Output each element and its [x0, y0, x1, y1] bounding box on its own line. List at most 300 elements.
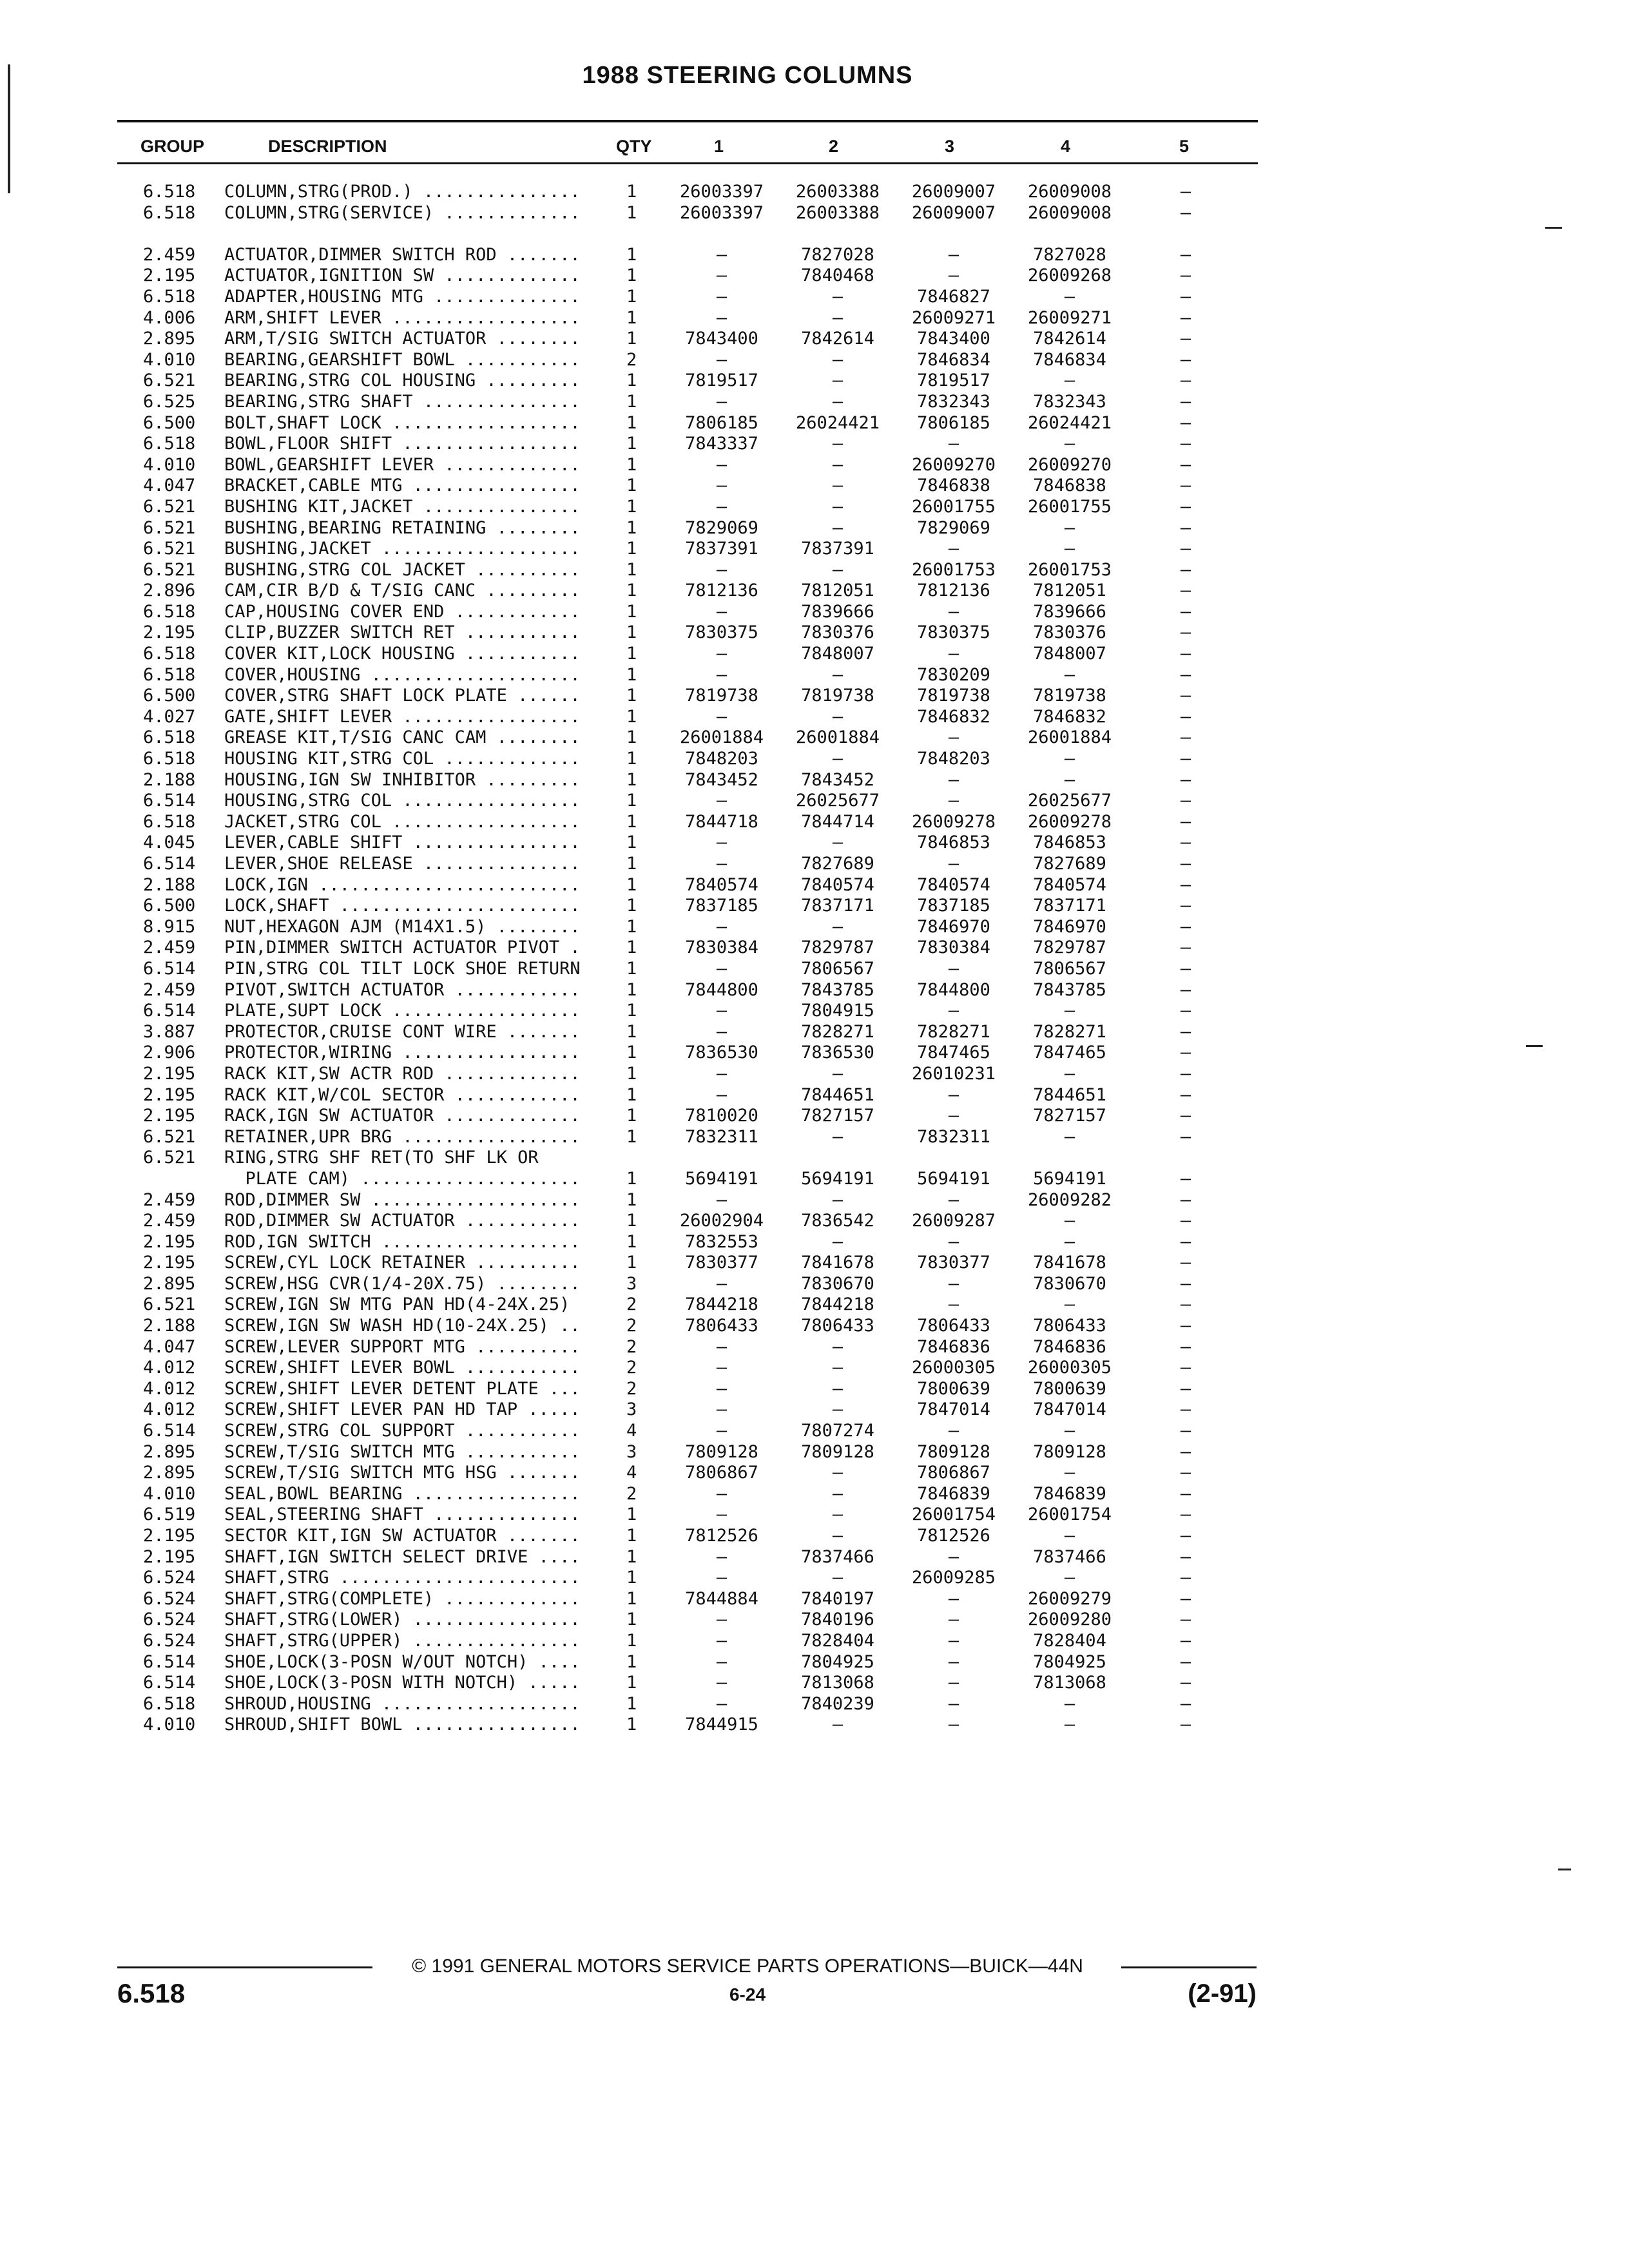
- part-number-col-5: —: [1180, 1231, 1191, 1252]
- part-number-col-2: 7830670: [801, 1273, 874, 1294]
- group-number: 6.514: [143, 854, 196, 874]
- part-number-col-2: 7841678: [801, 1253, 874, 1273]
- part-number-col-1: 7844718: [685, 811, 758, 832]
- part-qty: 1: [626, 896, 637, 916]
- part-number-col-3: 7806433: [917, 1316, 990, 1336]
- part-number-col-5: —: [1180, 454, 1191, 475]
- part-number-col-5: —: [1180, 811, 1191, 832]
- group-number: 6.521: [143, 559, 196, 580]
- part-number-col-1: 7844884: [685, 1588, 758, 1609]
- part-qty: 2: [626, 1336, 637, 1357]
- part-description: SHAFT,STRG(COMPLETE) .............: [224, 1588, 581, 1609]
- table-row: [0, 1463, 1629, 1484]
- part-number-col-4: 7846836: [1033, 1336, 1106, 1357]
- part-number-col-1: —: [716, 1610, 728, 1630]
- group-number: 2.895: [143, 1441, 196, 1462]
- part-qty: 1: [626, 1043, 637, 1063]
- part-description: BRACKET,CABLE MTG ................: [224, 476, 581, 496]
- part-number-col-4: 7806567: [1033, 958, 1106, 979]
- part-number-col-1: —: [716, 1189, 728, 1210]
- part-number-col-4: —: [1064, 1715, 1075, 1735]
- group-number: 6.514: [143, 791, 196, 811]
- part-description: PIVOT,SWITCH ACTUATOR ............: [224, 979, 581, 1000]
- part-number-col-1: —: [716, 307, 728, 328]
- parts-table: [0, 182, 1629, 1736]
- footer-page-number: 6-24: [729, 1984, 766, 2004]
- part-qty: 1: [626, 202, 637, 223]
- part-number-col-5: —: [1180, 307, 1191, 328]
- part-number-col-1: 26003397: [679, 182, 764, 202]
- part-qty: 1: [626, 1630, 637, 1651]
- part-number-col-1: 26001884: [679, 727, 764, 748]
- part-number-col-4: —: [1064, 1421, 1075, 1441]
- part-number-col-1: —: [716, 559, 728, 580]
- part-number-col-2: 7807274: [801, 1421, 874, 1441]
- part-number-col-4: —: [1064, 539, 1075, 559]
- table-row: [0, 1442, 1629, 1463]
- table-row: [0, 1610, 1629, 1631]
- part-number-col-4: 7827157: [1033, 1106, 1106, 1126]
- part-number-col-4: 26001753: [1027, 559, 1112, 580]
- part-number-col-4: 7828271: [1033, 1021, 1106, 1042]
- table-row: [0, 1316, 1629, 1337]
- part-number-col-4: 26001754: [1027, 1504, 1112, 1525]
- part-qty: 1: [626, 1504, 637, 1525]
- part-number-col-1: —: [716, 1336, 728, 1357]
- part-number-col-1: 7806185: [685, 412, 758, 433]
- part-number-col-5: —: [1180, 1168, 1191, 1189]
- part-number-col-2: 7827689: [801, 854, 874, 874]
- part-qty: 1: [626, 979, 637, 1000]
- part-description: SHAFT,STRG(LOWER) ................: [224, 1610, 581, 1630]
- part-qty: 1: [626, 1084, 637, 1105]
- part-description: GREASE KIT,T/SIG CANC CAM ........: [224, 727, 581, 748]
- part-number-col-5: —: [1180, 958, 1191, 979]
- part-number-col-1: 7843337: [685, 434, 758, 454]
- part-number-col-1: —: [716, 1673, 728, 1693]
- group-number: 2.895: [143, 1273, 196, 1294]
- part-number-col-4: 26009008: [1027, 182, 1112, 202]
- part-number-col-2: —: [832, 1399, 843, 1420]
- part-number-col-1: —: [716, 1483, 728, 1504]
- table-row: [0, 1589, 1629, 1610]
- group-number: 8.915: [143, 916, 196, 937]
- table-row: [0, 518, 1629, 539]
- part-number-col-5: —: [1180, 1651, 1191, 1672]
- part-number-col-1: 7809128: [685, 1441, 758, 1462]
- part-number-col-3: —: [948, 644, 959, 664]
- part-number-col-1: —: [716, 265, 728, 286]
- table-row: [0, 1694, 1629, 1715]
- part-qty: 3: [626, 1273, 637, 1294]
- group-number: 6.521: [143, 517, 196, 538]
- group-number: 6.514: [143, 1001, 196, 1021]
- part-number-col-1: —: [716, 832, 728, 853]
- part-number-col-4: 7843785: [1033, 979, 1106, 1000]
- part-number-col-2: 7804925: [801, 1651, 874, 1672]
- part-number-col-1: 7832311: [685, 1126, 758, 1147]
- part-number-col-3: 7846853: [917, 832, 990, 853]
- table-row: [0, 854, 1629, 875]
- part-number-col-3: —: [948, 854, 959, 874]
- part-number-col-3: 7846832: [917, 706, 990, 727]
- part-qty: 2: [626, 1378, 637, 1399]
- part-number-col-1: 7843452: [685, 769, 758, 790]
- group-number: 6.524: [143, 1568, 196, 1588]
- part-number-col-1: —: [716, 496, 728, 517]
- part-description: HOUSING,IGN SW INHIBITOR .........: [224, 769, 581, 790]
- part-number-col-1: —: [716, 1399, 728, 1420]
- part-number-col-5: —: [1180, 1568, 1191, 1588]
- part-qty: 1: [626, 412, 637, 433]
- table-row: [0, 1232, 1629, 1253]
- part-description: ARM,SHIFT LEVER ..................: [224, 307, 581, 328]
- part-number-col-1: —: [716, 1378, 728, 1399]
- part-number-col-4: —: [1064, 1126, 1075, 1147]
- part-number-col-2: 7840239: [801, 1693, 874, 1714]
- part-number-col-5: —: [1180, 1673, 1191, 1693]
- part-description: SHAFT,STRG(UPPER) ................: [224, 1630, 581, 1651]
- part-description: BUSHING,JACKET ...................: [224, 539, 581, 559]
- part-qty: 3: [626, 1441, 637, 1462]
- part-number-col-1: 7840574: [685, 874, 758, 895]
- group-number: 6.518: [143, 664, 196, 685]
- part-number-col-3: —: [948, 791, 959, 811]
- part-number-col-4: 7846832: [1033, 706, 1106, 727]
- part-number-col-1: —: [716, 1001, 728, 1021]
- table-row: [0, 1085, 1629, 1106]
- part-number-col-4: —: [1064, 1463, 1075, 1483]
- part-number-col-1: —: [716, 391, 728, 412]
- part-number-col-5: —: [1180, 1063, 1191, 1084]
- part-number-col-5: —: [1180, 791, 1191, 811]
- group-number: 6.525: [143, 391, 196, 412]
- part-number-col-3: 26000305: [911, 1358, 996, 1378]
- part-number-col-1: 7843400: [685, 329, 758, 349]
- part-number-col-1: 5694191: [685, 1168, 758, 1189]
- part-number-col-3: —: [948, 1273, 959, 1294]
- part-description: ADAPTER,HOUSING MTG ..............: [224, 286, 581, 307]
- part-number-col-4: 26025677: [1027, 791, 1112, 811]
- part-number-col-3: 7837185: [917, 896, 990, 916]
- part-number-col-3: —: [948, 1231, 959, 1252]
- part-number-col-4: 7804925: [1033, 1651, 1106, 1672]
- table-row: [0, 980, 1629, 1001]
- group-number: 2.195: [143, 1106, 196, 1126]
- part-number-col-1: 7837391: [685, 539, 758, 559]
- part-number-col-2: 26003388: [795, 182, 880, 202]
- group-number: 2.459: [143, 979, 196, 1000]
- part-qty: 1: [626, 916, 637, 937]
- part-qty: 1: [626, 1001, 637, 1021]
- part-number-col-2: —: [832, 1378, 843, 1399]
- part-description: PIN,DIMMER SWITCH ACTUATOR PIVOT .: [224, 937, 581, 958]
- part-number-col-5: —: [1180, 1463, 1191, 1483]
- part-number-col-1: 7832553: [685, 1231, 758, 1252]
- part-number-col-2: 7848007: [801, 644, 874, 664]
- table-row: [0, 1043, 1629, 1064]
- part-number-col-1: —: [716, 1021, 728, 1042]
- part-number-col-4: 7819738: [1033, 686, 1106, 706]
- table-row: [0, 1526, 1629, 1547]
- part-number-col-2: 5694191: [801, 1168, 874, 1189]
- part-description: CAM,CIR B/D & T/SIG CANC .........: [224, 581, 581, 601]
- part-description: BUSHING KIT,JACKET ...............: [224, 496, 581, 517]
- part-number-col-3: 7847465: [917, 1043, 990, 1063]
- table-row: [0, 560, 1629, 581]
- part-description: SHOE,LOCK(3-POSN WITH NOTCH) .....: [224, 1673, 581, 1693]
- part-number-col-4: 7846839: [1033, 1483, 1106, 1504]
- table-row: [0, 917, 1629, 938]
- part-number-col-3: 7830375: [917, 622, 990, 643]
- part-number-col-5: —: [1180, 1504, 1191, 1525]
- part-number-col-4: 26000305: [1027, 1358, 1112, 1378]
- part-qty: 1: [626, 265, 637, 286]
- part-number-col-4: —: [1064, 1294, 1075, 1315]
- group-number: 6.500: [143, 412, 196, 433]
- part-number-col-3: 7829069: [917, 517, 990, 538]
- part-number-col-5: —: [1180, 559, 1191, 580]
- part-description: PLATE CAM) .....................: [224, 1168, 581, 1189]
- part-qty: 1: [626, 1568, 637, 1588]
- part-number-col-5: —: [1180, 916, 1191, 937]
- part-number-col-4: 7847465: [1033, 1043, 1106, 1063]
- part-qty: 1: [626, 454, 637, 475]
- part-description: COVER,HOUSING ....................: [224, 664, 581, 685]
- part-number-col-4: 26009270: [1027, 454, 1112, 475]
- group-number: 2.195: [143, 1546, 196, 1567]
- table-row: [0, 959, 1629, 980]
- part-number-col-2: 7843452: [801, 769, 874, 790]
- part-number-col-4: 7847014: [1033, 1399, 1106, 1420]
- part-number-col-4: 7846838: [1033, 476, 1106, 496]
- part-number-col-3: —: [948, 1673, 959, 1693]
- part-number-col-5: —: [1180, 601, 1191, 622]
- table-row: [0, 1715, 1629, 1736]
- part-number-col-2: —: [832, 1463, 843, 1483]
- part-number-col-5: —: [1180, 1043, 1191, 1063]
- part-number-col-1: 7830375: [685, 622, 758, 643]
- part-number-col-3: 26009270: [911, 454, 996, 475]
- table-row: [0, 224, 1629, 245]
- part-number-col-4: 26009280: [1027, 1610, 1112, 1630]
- part-number-col-2: 7827028: [801, 244, 874, 265]
- group-number: 4.006: [143, 307, 196, 328]
- part-number-col-5: —: [1180, 286, 1191, 307]
- table-row: [0, 1337, 1629, 1358]
- part-number-col-5: —: [1180, 622, 1191, 643]
- part-description: CLIP,BUZZER SWITCH RET ...........: [224, 622, 581, 643]
- part-qty: 1: [626, 1253, 637, 1273]
- part-number-col-2: 7837171: [801, 896, 874, 916]
- group-number: 2.195: [143, 265, 196, 286]
- part-description: SCREW,T/SIG SWITCH MTG ...........: [224, 1441, 581, 1462]
- part-number-col-4: —: [1064, 1063, 1075, 1084]
- part-number-col-5: —: [1180, 1421, 1191, 1441]
- group-number: 4.027: [143, 706, 196, 727]
- part-description: LOCK,SHAFT .......................: [224, 896, 581, 916]
- part-number-col-3: 7843400: [917, 329, 990, 349]
- group-number: 3.887: [143, 1021, 196, 1042]
- part-qty: 1: [626, 1588, 637, 1609]
- group-number: 6.518: [143, 286, 196, 307]
- scan-speck-mark: [1545, 227, 1562, 229]
- part-number-col-4: 5694191: [1033, 1168, 1106, 1189]
- table-row: [0, 455, 1629, 476]
- part-number-col-5: —: [1180, 202, 1191, 223]
- part-number-col-2: 7812051: [801, 581, 874, 601]
- part-number-col-3: —: [948, 1610, 959, 1630]
- group-number: 6.500: [143, 686, 196, 706]
- part-description: BOWL,GEARSHIFT LEVER .............: [224, 454, 581, 475]
- table-row: [0, 1001, 1629, 1022]
- table-row: [0, 727, 1629, 749]
- part-qty: 1: [626, 1673, 637, 1693]
- part-description: ARM,T/SIG SWITCH ACTUATOR ........: [224, 329, 581, 349]
- part-number-col-5: —: [1180, 1189, 1191, 1210]
- part-qty: 1: [626, 370, 637, 391]
- part-number-col-3: —: [948, 1588, 959, 1609]
- part-number-col-2: 7840468: [801, 265, 874, 286]
- part-number-col-5: —: [1180, 1610, 1191, 1630]
- table-row: [0, 1190, 1629, 1211]
- part-number-col-3: 26001755: [911, 496, 996, 517]
- table-row: [0, 1652, 1629, 1673]
- group-number: 2.195: [143, 1253, 196, 1273]
- group-number: 2.195: [143, 1084, 196, 1105]
- table-row: [0, 1631, 1629, 1652]
- part-number-col-4: 7832343: [1033, 391, 1106, 412]
- part-number-col-2: 7806433: [801, 1316, 874, 1336]
- part-number-col-3: 26009271: [911, 307, 996, 328]
- part-number-col-1: 7812526: [685, 1526, 758, 1546]
- part-number-col-5: —: [1180, 1630, 1191, 1651]
- group-number: 6.524: [143, 1630, 196, 1651]
- group-number: 2.188: [143, 1316, 196, 1336]
- group-number: 6.518: [143, 434, 196, 454]
- group-number: 4.010: [143, 349, 196, 370]
- part-number-col-1: 7806433: [685, 1316, 758, 1336]
- part-number-col-4: 7830376: [1033, 622, 1106, 643]
- part-description: SCREW,SHIFT LEVER BOWL ...........: [224, 1358, 581, 1378]
- part-qty: 1: [626, 811, 637, 832]
- part-number-col-5: —: [1180, 664, 1191, 685]
- part-number-col-5: —: [1180, 854, 1191, 874]
- part-number-col-3: 26009007: [911, 202, 996, 223]
- table-row: [0, 622, 1629, 644]
- table-row: [0, 497, 1629, 518]
- part-number-col-3: —: [948, 1001, 959, 1021]
- part-description: BEARING,GEARSHIFT BOWL ...........: [224, 349, 581, 370]
- part-number-col-4: 7839666: [1033, 601, 1106, 622]
- part-description: SCREW,SHIFT LEVER DETENT PLATE ...: [224, 1378, 581, 1399]
- group-number: 2.188: [143, 769, 196, 790]
- part-qty: 1: [626, 1063, 637, 1084]
- part-description: PLATE,SUPT LOCK ..................: [224, 1001, 581, 1021]
- part-description: SHROUD,SHIFT BOWL ................: [224, 1715, 581, 1735]
- part-qty: 1: [626, 749, 637, 769]
- part-number-col-3: 7819738: [917, 686, 990, 706]
- table-row: [0, 182, 1629, 203]
- group-number: 4.010: [143, 454, 196, 475]
- part-number-col-4: 26009279: [1027, 1588, 1112, 1609]
- col-header-3: 3: [945, 137, 955, 156]
- part-number-col-5: —: [1180, 1715, 1191, 1735]
- part-number-col-4: 7846970: [1033, 916, 1106, 937]
- header-bottom-rule: [117, 162, 1258, 164]
- part-qty: 1: [626, 286, 637, 307]
- part-number-col-5: —: [1180, 1211, 1191, 1231]
- table-row: [0, 1274, 1629, 1295]
- part-number-col-1: 7819738: [685, 686, 758, 706]
- part-description: RACK KIT,SW ACTR ROD .............: [224, 1063, 581, 1084]
- part-qty: 2: [626, 1483, 637, 1504]
- part-number-col-5: —: [1180, 979, 1191, 1000]
- part-number-col-1: 26003397: [679, 202, 764, 223]
- part-number-col-1: 7830384: [685, 937, 758, 958]
- part-number-col-5: —: [1180, 874, 1191, 895]
- part-number-col-2: —: [832, 1526, 843, 1546]
- part-qty: 1: [626, 664, 637, 685]
- part-number-col-3: 26001753: [911, 559, 996, 580]
- part-number-col-2: 7836530: [801, 1043, 874, 1063]
- part-number-col-3: —: [948, 1294, 959, 1315]
- part-number-col-3: 26001754: [911, 1504, 996, 1525]
- table-row: [0, 1148, 1629, 1169]
- group-number: 6.518: [143, 644, 196, 664]
- part-number-col-5: —: [1180, 329, 1191, 349]
- table-row: [0, 370, 1629, 392]
- part-number-col-4: 7828404: [1033, 1630, 1106, 1651]
- part-qty: 1: [626, 391, 637, 412]
- part-number-col-1: —: [716, 476, 728, 496]
- part-number-col-2: 7837466: [801, 1546, 874, 1567]
- part-number-col-2: 7806567: [801, 958, 874, 979]
- group-number: 6.514: [143, 1421, 196, 1441]
- part-description: ACTUATOR,IGNITION SW .............: [224, 265, 581, 286]
- part-number-col-2: 7809128: [801, 1441, 874, 1462]
- part-number-col-1: —: [716, 1084, 728, 1105]
- group-number: 6.521: [143, 1126, 196, 1147]
- group-number: 6.500: [143, 896, 196, 916]
- part-number-col-3: 7812136: [917, 581, 990, 601]
- table-row: [0, 203, 1629, 224]
- part-description: SEAL,STEERING SHAFT ..............: [224, 1504, 581, 1525]
- part-qty: 1: [626, 182, 637, 202]
- group-number: 2.459: [143, 1189, 196, 1210]
- part-number-col-3: —: [948, 1421, 959, 1441]
- part-description: GATE,SHIFT LEVER .................: [224, 706, 581, 727]
- part-number-col-3: —: [948, 244, 959, 265]
- part-number-col-2: —: [832, 391, 843, 412]
- part-description: ACTUATOR,DIMMER SWITCH ROD .......: [224, 244, 581, 265]
- part-qty: 1: [626, 1546, 637, 1567]
- part-number-col-2: —: [832, 1231, 843, 1252]
- part-number-col-2: 7837391: [801, 539, 874, 559]
- group-number: 6.518: [143, 1693, 196, 1714]
- table-row: [0, 1294, 1629, 1316]
- part-qty: 1: [626, 244, 637, 265]
- footer-rule-left: [117, 1966, 372, 1968]
- table-row: [0, 1106, 1629, 1127]
- part-qty: 1: [626, 559, 637, 580]
- part-number-col-1: —: [716, 1063, 728, 1084]
- part-number-col-4: 7806433: [1033, 1316, 1106, 1336]
- col-header-group: GROUP: [140, 137, 205, 156]
- part-qty: 4: [626, 1421, 637, 1441]
- part-qty: 1: [626, 686, 637, 706]
- table-row: [0, 707, 1629, 728]
